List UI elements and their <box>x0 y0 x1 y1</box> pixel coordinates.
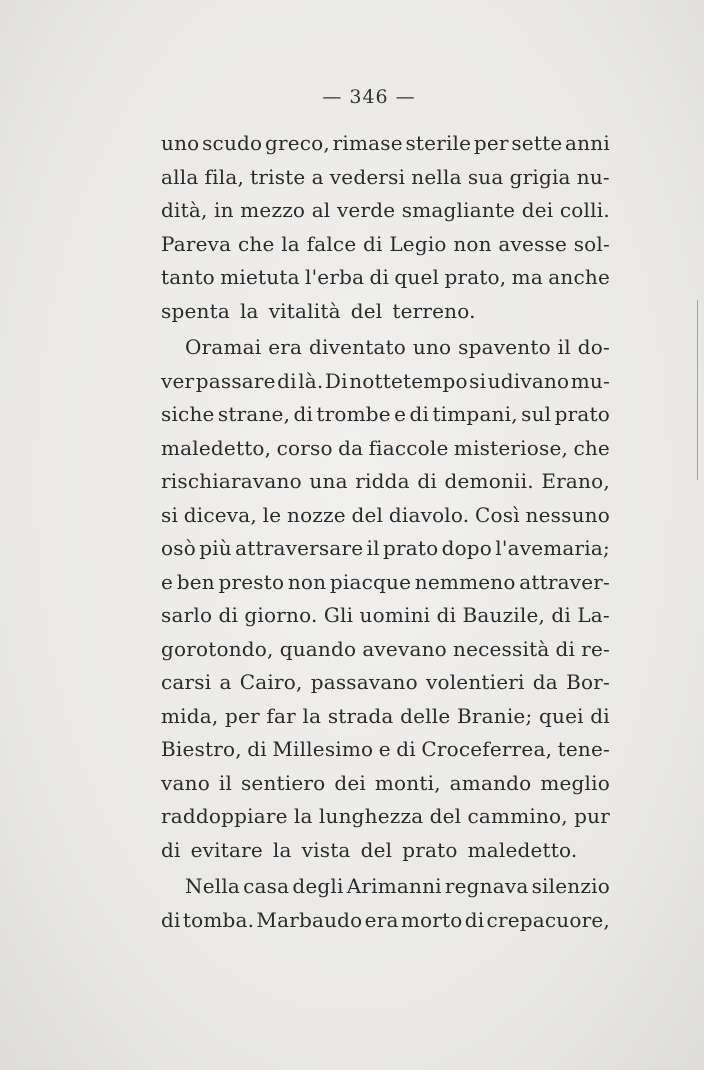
word: Croceferrea, <box>421 737 553 761</box>
word: Millesimo <box>272 737 374 761</box>
word: di <box>417 469 437 493</box>
word: nessuno <box>525 502 610 527</box>
word: a <box>219 670 232 694</box>
word: smagliante <box>401 198 516 222</box>
word: l'avemaria; <box>495 536 610 560</box>
word: grigia <box>509 164 571 189</box>
word: più <box>199 536 232 560</box>
body-text <box>161 127 610 937</box>
word: spenta <box>161 298 230 323</box>
word: che <box>237 231 275 256</box>
word: nottetempo <box>349 368 468 393</box>
word: do- <box>577 335 610 359</box>
word: di <box>247 737 267 761</box>
word: da <box>532 670 558 694</box>
word: colli. <box>559 198 610 222</box>
word: Gli <box>323 603 354 627</box>
word: dopo <box>441 536 493 560</box>
word: amando <box>449 770 532 795</box>
word: fiaccole <box>368 435 449 460</box>
word: il <box>366 536 380 560</box>
word: la <box>302 703 322 728</box>
word: delle <box>400 703 451 728</box>
word: dei <box>334 770 366 795</box>
word: del <box>350 298 383 323</box>
word: Legio <box>389 231 447 256</box>
word: era <box>364 907 399 932</box>
word: di <box>277 368 297 393</box>
word: là. <box>298 368 324 393</box>
word: il <box>557 335 571 359</box>
word: attraver- <box>519 569 610 594</box>
word: tomba. <box>182 907 255 932</box>
word: Erano, <box>541 469 610 493</box>
word: e <box>378 737 391 761</box>
word: vano <box>161 770 210 795</box>
text-line <box>161 228 610 262</box>
word: era <box>268 335 303 359</box>
word: e <box>161 569 174 594</box>
word: mezzo <box>240 198 306 222</box>
word: fila, <box>204 164 245 189</box>
word: vitalità <box>268 298 341 323</box>
word: osò <box>161 536 196 560</box>
text-line <box>161 331 610 365</box>
word: maledetto, <box>161 435 272 460</box>
word: maledetto. <box>467 837 578 862</box>
text-line <box>161 870 610 904</box>
word: triste <box>250 164 306 189</box>
word: Biestro, <box>161 737 242 761</box>
word: nozze <box>286 502 346 527</box>
word: tene- <box>557 737 610 761</box>
word: di <box>590 703 610 728</box>
text-line <box>161 904 610 938</box>
word: prato, <box>444 265 507 289</box>
word: attraversare <box>235 536 364 560</box>
word: la <box>272 837 292 862</box>
text-line <box>161 261 610 295</box>
word: regnava <box>444 874 529 898</box>
word: Cairo, <box>239 670 303 694</box>
word: non <box>287 569 327 594</box>
word: che <box>573 435 610 460</box>
page-edge-mark <box>697 300 704 480</box>
word: diceva, <box>183 502 257 527</box>
word: avesse <box>498 231 568 256</box>
word: spavento <box>458 335 551 359</box>
word: casa <box>243 874 290 898</box>
word: demonii. <box>444 469 534 493</box>
word: corso <box>276 435 333 460</box>
word: necessità <box>453 636 550 661</box>
word: lunghezza <box>318 804 424 828</box>
word: passare <box>195 368 276 393</box>
text-line <box>161 834 610 868</box>
word: di <box>436 603 457 627</box>
word: prato <box>382 536 439 560</box>
word: udivano <box>487 368 570 393</box>
word: per <box>473 131 509 155</box>
word: mida, <box>161 703 219 728</box>
word: prato <box>554 402 610 426</box>
word: sua <box>467 164 504 189</box>
word: le <box>262 502 282 527</box>
word: sentiero <box>240 770 326 795</box>
word: quando <box>279 636 357 661</box>
word: Marbaudo <box>256 907 363 932</box>
word: dei <box>521 198 554 222</box>
word: nu- <box>576 164 610 189</box>
text-line <box>161 365 610 399</box>
word: anche <box>548 265 610 289</box>
text-line <box>161 666 610 700</box>
word: diventato <box>308 335 407 359</box>
text-line <box>161 767 610 801</box>
word: rimase <box>332 131 403 155</box>
word: tanto <box>161 265 215 289</box>
word: di <box>161 837 181 862</box>
word: evitare <box>190 837 263 862</box>
word: si <box>161 502 179 527</box>
word: verde <box>336 198 396 222</box>
word: sette <box>511 131 563 155</box>
word: a <box>311 164 324 189</box>
text-line <box>161 499 610 533</box>
word: da <box>338 435 364 460</box>
word: di <box>555 636 576 661</box>
text-line <box>161 733 610 767</box>
word: mu- <box>570 368 610 393</box>
word: misteriose, <box>453 435 569 460</box>
word: raddoppiare <box>161 804 288 828</box>
word: degli <box>292 874 344 898</box>
text-line <box>161 532 610 566</box>
word: Bauzile, <box>462 603 546 627</box>
word: falce <box>306 231 357 256</box>
text-line <box>161 566 610 600</box>
word: e <box>394 402 407 426</box>
word: di <box>369 265 390 289</box>
text-line <box>161 398 610 432</box>
word: di <box>218 603 239 627</box>
word: La- <box>577 603 610 627</box>
word: al <box>311 198 331 222</box>
word: l'erba <box>305 265 365 289</box>
word: gorotondo, <box>161 636 274 661</box>
text-line <box>161 465 610 499</box>
page-number: — 346 — <box>322 86 416 108</box>
word: uomini <box>359 603 431 627</box>
word: carsi <box>161 670 212 694</box>
word: Arimanni <box>346 874 442 898</box>
word: la <box>293 804 313 828</box>
word: greco, <box>264 131 330 155</box>
word: la <box>281 231 300 256</box>
word: Nella <box>185 874 241 898</box>
word: meglio <box>540 770 610 795</box>
word: uno <box>412 335 452 359</box>
word: dità, <box>161 198 208 222</box>
word: sarlo <box>161 603 213 627</box>
word: quel <box>394 265 440 289</box>
word: nella <box>411 164 462 189</box>
word: di <box>409 402 430 426</box>
word: di <box>551 603 572 627</box>
word: avevano <box>362 636 447 661</box>
word: vedersi <box>329 164 406 189</box>
word: piacque <box>329 569 412 594</box>
word: ma <box>511 265 543 289</box>
text-line <box>161 295 610 329</box>
word: per <box>225 703 260 728</box>
word: re- <box>581 636 610 661</box>
word: trombe <box>316 402 391 426</box>
word: si <box>469 368 487 393</box>
word: del <box>360 837 393 862</box>
text-line <box>161 633 610 667</box>
word: siche <box>161 402 215 426</box>
word: sol- <box>573 231 610 256</box>
word: di <box>363 231 383 256</box>
word: di <box>161 907 181 932</box>
word: timpani, <box>432 402 518 426</box>
text-line <box>161 700 610 734</box>
word: nemmeno <box>414 569 516 594</box>
word: diavolo. <box>388 502 470 527</box>
word: volentieri <box>425 670 525 694</box>
word: monti, <box>374 770 441 795</box>
word: sterile <box>405 131 472 155</box>
word: ver <box>161 368 195 393</box>
word: di <box>396 737 416 761</box>
word: presto <box>218 569 285 594</box>
word: Pareva <box>161 231 232 256</box>
word: ridda <box>355 469 410 493</box>
word: far <box>266 703 296 728</box>
word: non <box>453 231 492 256</box>
word: pur <box>574 804 610 828</box>
word: anni <box>565 131 610 155</box>
word: alla <box>161 164 199 189</box>
text-line <box>161 161 610 195</box>
word: Bor- <box>566 670 610 694</box>
word: il <box>218 770 233 795</box>
word: giorno. <box>244 603 318 627</box>
word: Di <box>324 368 348 393</box>
word: la <box>239 298 259 323</box>
word: una <box>309 469 348 493</box>
word: strane, <box>217 402 291 426</box>
word: sul <box>521 402 552 426</box>
word: Oramai <box>185 335 262 359</box>
word: cammino, <box>467 804 568 828</box>
word: di <box>464 907 485 932</box>
word: rischiaravano <box>161 469 302 493</box>
word: crepacuore, <box>486 907 610 932</box>
word: di <box>293 402 314 426</box>
text-line <box>161 800 610 834</box>
word: uno <box>161 131 200 155</box>
word: Così <box>475 502 520 527</box>
word: terreno. <box>392 298 476 323</box>
word: vista <box>301 837 351 862</box>
word: del <box>351 502 384 527</box>
word: quei <box>538 703 584 728</box>
word: scudo <box>202 131 263 155</box>
word: strada <box>327 703 394 728</box>
word: mietuta <box>220 265 300 289</box>
word: in <box>214 198 234 222</box>
text-line <box>161 127 610 161</box>
text-line <box>161 432 610 466</box>
word: morto <box>400 907 463 932</box>
word: Branie; <box>456 703 533 728</box>
word: silenzio <box>531 874 610 898</box>
word: prato <box>402 837 458 862</box>
word: del <box>429 804 462 828</box>
word: passavano <box>310 670 418 694</box>
text-line <box>161 194 610 228</box>
word: ben <box>176 569 215 594</box>
text-line <box>161 599 610 633</box>
